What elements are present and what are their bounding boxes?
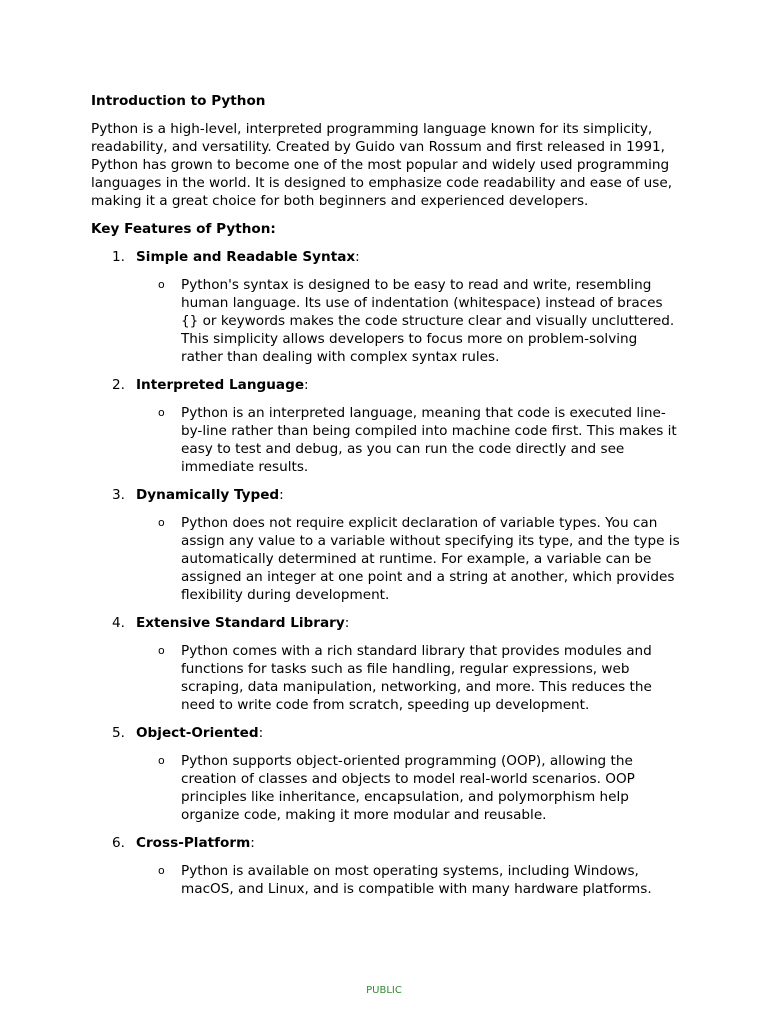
bullet-icon: o (158, 278, 165, 291)
feature-item (91, 248, 681, 366)
bullet-icon: o (158, 516, 165, 529)
feature-detail (91, 862, 681, 898)
feature-suffix: : (258, 725, 264, 741)
feature-item (91, 614, 681, 714)
bullet-icon: o (158, 644, 165, 657)
feature-suffix: : (250, 835, 255, 851)
intro-paragraph: Python is a high-level, interpreted programming language known for its simplicity, readability, and versatility. Created by Guido van Rossum and first released in 1991, Python has grown to become one of the most popular and widely used programming languages in the world. It is designed to emphasize code readability and ease of use, making it a great choice for both beginners and experienced developers. (91, 121, 673, 209)
feature-detail-text: Python does not require explicit declaration of variable types. You can assign any value to a variable without specifying its type, and the type is automatically determined at runtime. For example, a variable can be assigned an integer at one point and a string at another, which provides flexibility during development. (181, 515, 680, 603)
feature-number: 1. (112, 249, 125, 265)
feature-heading (91, 376, 681, 394)
feature-item (91, 834, 681, 898)
feature-suffix: : (279, 487, 284, 503)
feature-detail-text: Python is an interpreted language, meaning that code is executed line-by-line rather than being compiled into machine code first. This makes it easy to test and debug, as you can run the code directly and see immediate results. (181, 405, 677, 475)
feature-item (91, 724, 681, 824)
feature-number: 2. (112, 377, 125, 393)
feature-name: Extensive Standard Library (136, 615, 345, 631)
feature-heading (91, 248, 681, 266)
feature-number: 5. (112, 725, 125, 741)
features-heading: Key Features of Python: (91, 221, 276, 237)
feature-detail-text: Python is available on most operating systems, including Windows, macOS, and Linux, and is compatible with many hardware platforms. (181, 863, 652, 897)
bullet-icon: o (158, 754, 165, 767)
feature-detail-text: Python's syntax is designed to be easy to read and write, resembling human language. Its use of indentation (whitespace) instead of braces {} or keywords makes the code structure clear and visually uncluttered. This simplicity allows developers to focus more on problem-solving rather than dealing with complex syntax rules. (181, 277, 675, 365)
document-title: Introduction to Python (91, 93, 266, 109)
features-list (91, 248, 681, 898)
feature-item (91, 486, 681, 604)
feature-heading (91, 614, 681, 632)
bullet-icon: o (158, 864, 165, 877)
bullet-icon: o (158, 406, 165, 419)
feature-heading (91, 486, 681, 504)
feature-number: 6. (112, 835, 125, 851)
feature-name: Object-Oriented (136, 725, 259, 741)
feature-name: Cross-Platform (136, 835, 251, 851)
feature-item (91, 376, 681, 476)
feature-heading (91, 834, 681, 852)
document-page (91, 92, 681, 908)
feature-suffix: : (355, 249, 360, 265)
feature-detail (91, 752, 681, 824)
feature-number: 3. (112, 487, 125, 503)
classification-label: PUBLIC (366, 985, 402, 996)
feature-suffix: : (304, 377, 309, 393)
feature-suffix: : (344, 615, 350, 631)
feature-number: 4. (112, 615, 125, 631)
feature-detail (91, 514, 681, 604)
feature-name: Interpreted Language (136, 377, 305, 393)
feature-detail-text: Python supports object-oriented programming (OOP), allowing the creation of classes and objects to model real-world scenarios. OOP principles like inheritance, encapsulation, and polymorphism help organize code, making it more modular and reusable. (181, 753, 635, 823)
feature-detail-text: Python comes with a rich standard library that provides modules and functions for tasks such as file handling, regular expressions, web scraping, data manipulation, networking, and more. This reduces the need to write code from scratch, speeding up development. (181, 643, 652, 713)
feature-detail (91, 276, 681, 366)
feature-detail (91, 642, 681, 714)
feature-name: Simple and Readable Syntax (136, 249, 356, 265)
feature-name: Dynamically Typed (136, 487, 280, 503)
feature-heading (91, 724, 681, 742)
feature-detail (91, 404, 681, 476)
